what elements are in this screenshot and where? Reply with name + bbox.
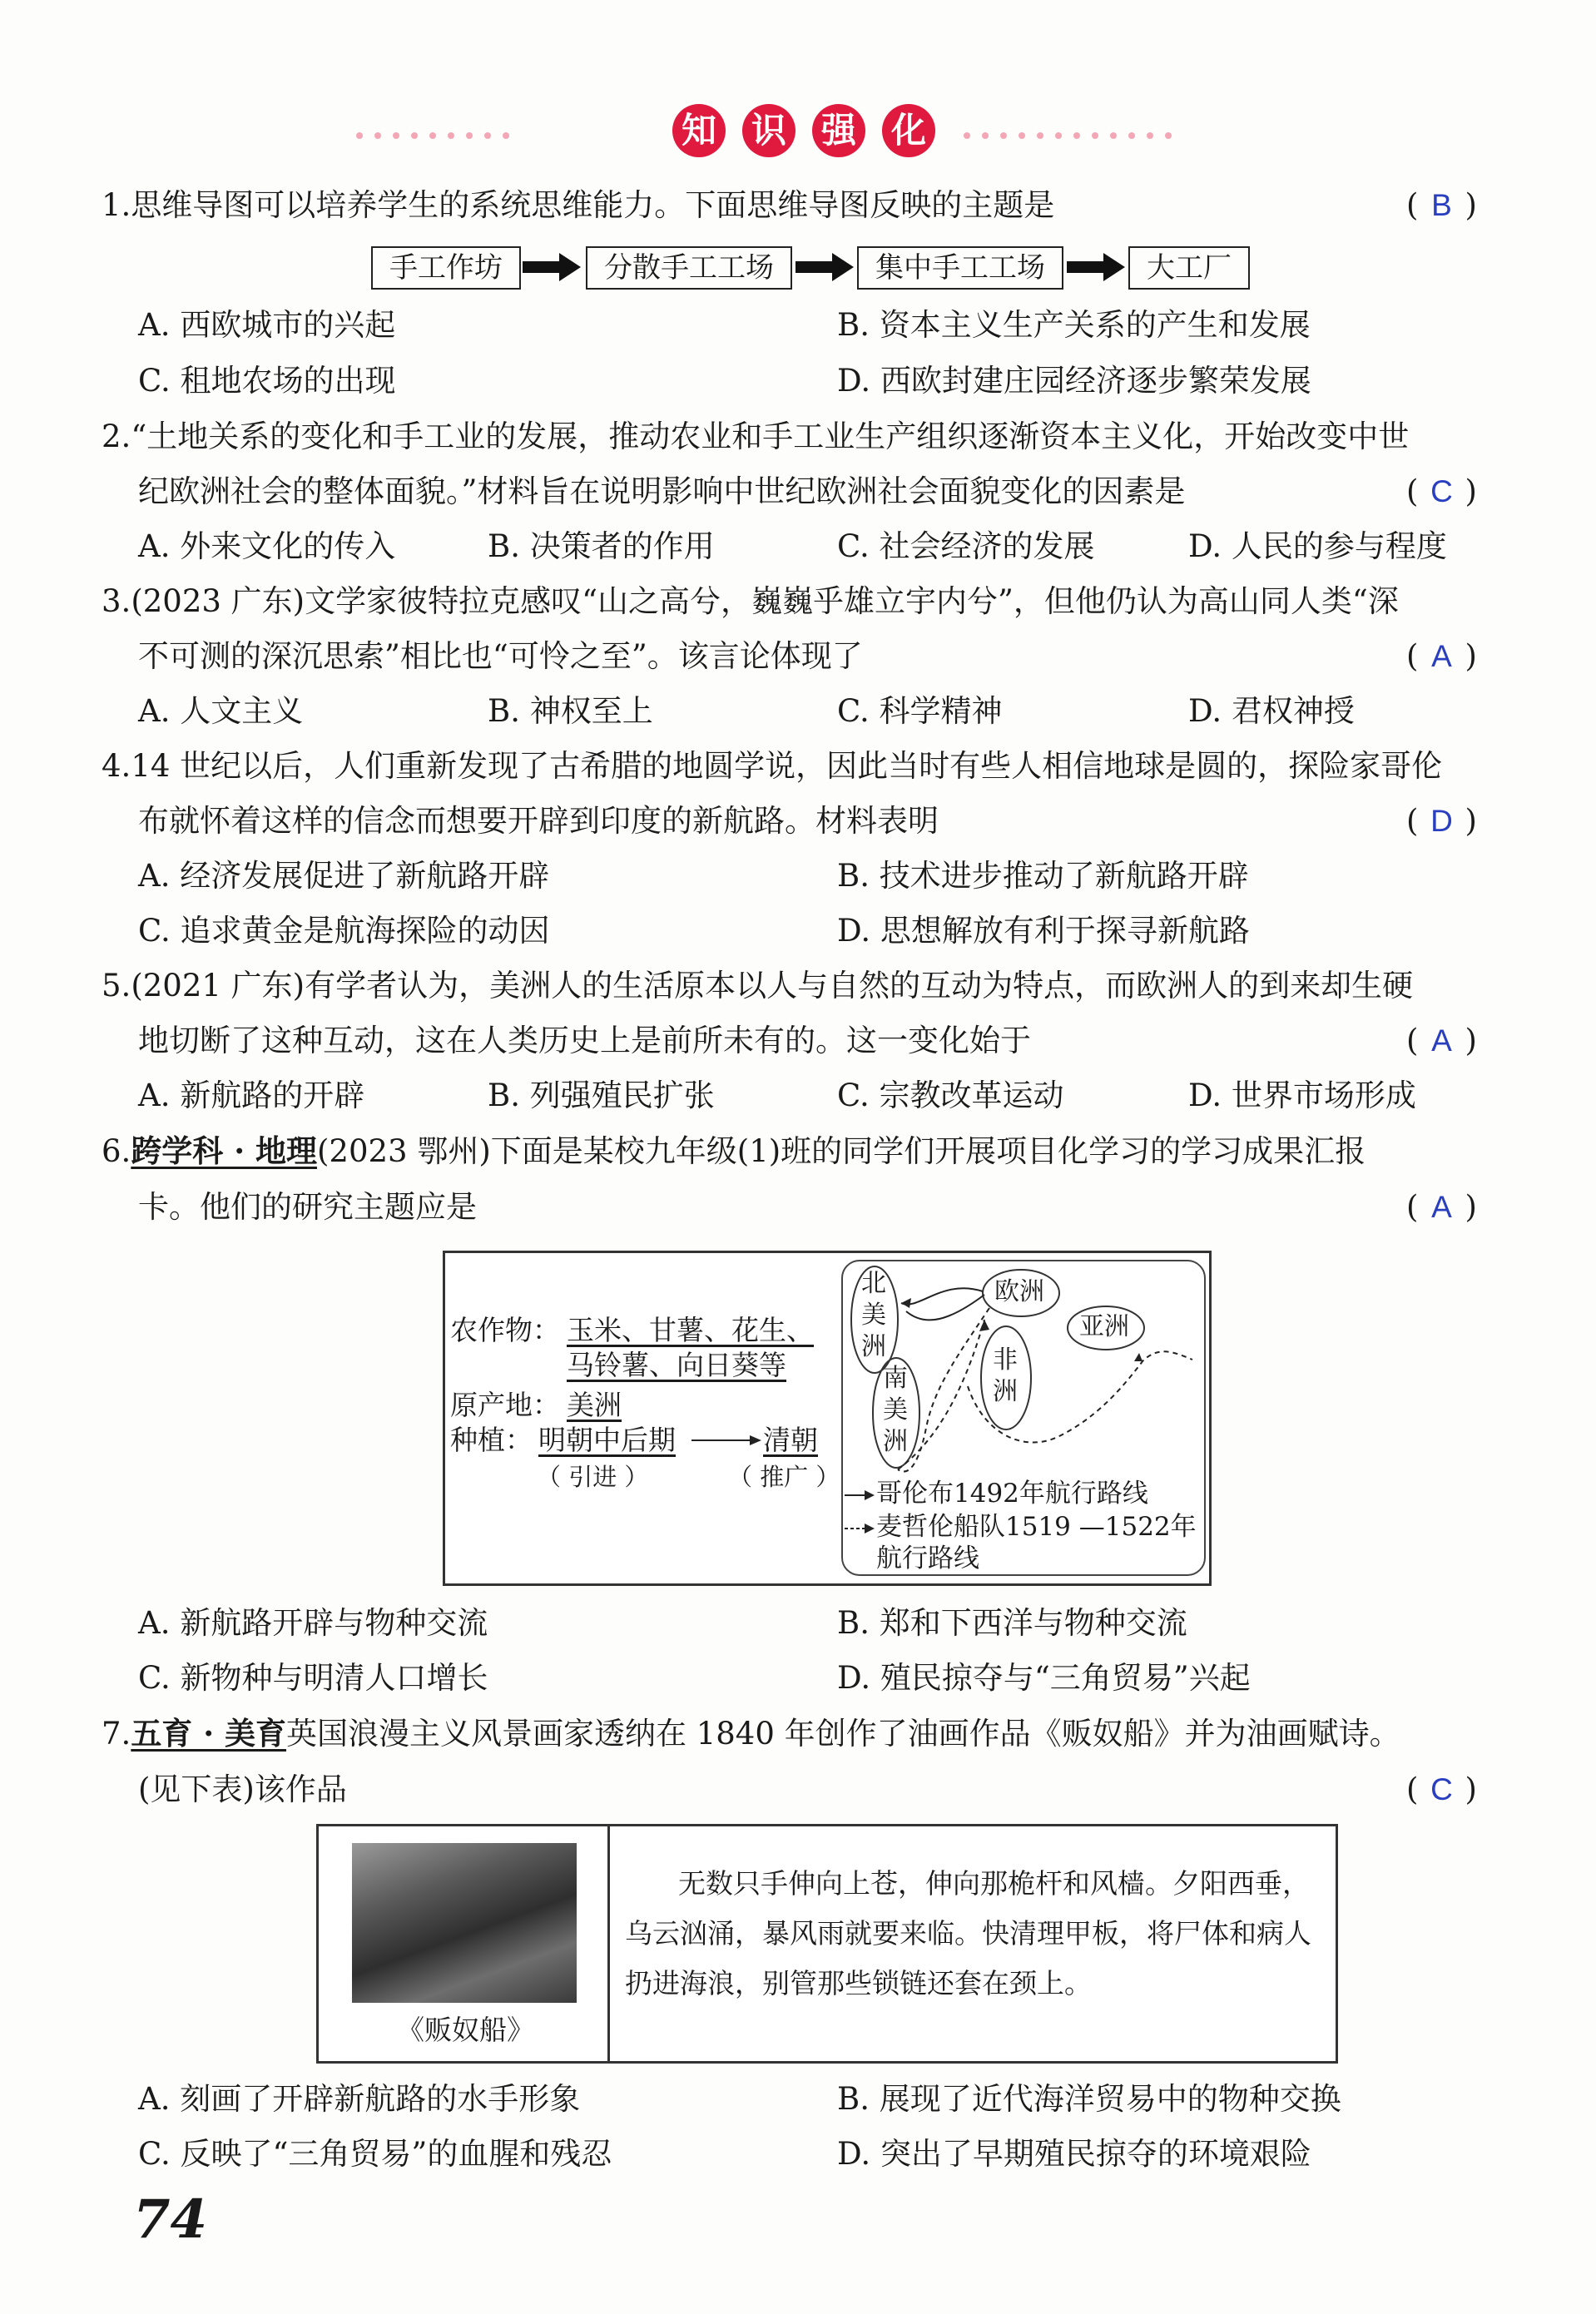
q5-line1: 5.(2021 广东)有学者认为，美洲人的生活原本以人与自然的互动为特点，而欧洲人的到来却生硬 <box>102 968 1414 1003</box>
q1-answer: ( B ) <box>1406 187 1477 223</box>
label-europe: 欧洲 <box>994 1277 1044 1306</box>
plant-label: 种植： <box>450 1424 533 1456</box>
q7-line2: (见下表)该作品 <box>138 1771 347 1807</box>
crops-line2: 马铃薯、向日葵等 <box>567 1349 786 1381</box>
q1-option-c: C. 租地农场的出现 <box>138 363 396 399</box>
legend-dashed-arrow-icon <box>845 1523 875 1534</box>
q7-artwork-table <box>316 1824 1338 2064</box>
poem-line-2: 乌云汹涌，暴风雨就要来临。快清理甲板，将尸体和病人 <box>625 1917 1311 1950</box>
q7-option-b: B. 展现了近代海洋贸易中的物种交换 <box>837 2081 1341 2117</box>
q6-option-a: A. 新航路开辟与物种交流 <box>138 1605 488 1641</box>
q7-answer: ( C ) <box>1406 1771 1477 1807</box>
legend-solid-arrow-icon <box>845 1489 875 1501</box>
promote-label: （ 推广 ） <box>728 1463 840 1491</box>
label-africa-2: 洲 <box>993 1377 1018 1406</box>
q4-line2: 布就怀着这样的信念而想要开辟到印度的新航路。材料表明 <box>138 803 939 839</box>
q1-option-a: A. 西欧城市的兴起 <box>138 307 396 343</box>
header-dots-right <box>964 126 1183 133</box>
crops-label: 农作物： <box>450 1314 560 1346</box>
q5-option-a: A. 新航路的开辟 <box>138 1078 365 1113</box>
q5-option-c: C. 宗教改革运动 <box>837 1078 1064 1113</box>
plant-from: 明朝中后期 <box>538 1424 676 1456</box>
q3-answer: ( A ) <box>1406 638 1477 674</box>
label-north-america-3: 洲 <box>861 1332 886 1361</box>
q2-option-b: B. 决策者的作用 <box>488 528 715 564</box>
q6-option-b: B. 郑和下西洋与物种交流 <box>837 1605 1187 1641</box>
route-map-panel <box>841 1260 1206 1576</box>
q5-option-b: B. 列强殖民扩张 <box>488 1078 715 1113</box>
flow-arrow-icon <box>1067 253 1125 281</box>
slave-ship-painting <box>352 1843 577 2003</box>
q6-report-card <box>443 1251 1212 1586</box>
q6-line1: 6.跨学科 · 地理(2023 鄂州)下面是某校九年级(1)班的同学们开展项目化学习的学习成果汇报 <box>102 1132 1366 1169</box>
header-badge-2: 识 <box>742 104 796 157</box>
q5-answer: ( A ) <box>1406 1023 1477 1058</box>
flow-arrow-icon <box>523 253 581 281</box>
crops-line1: 玉米、甘薯、花生、 <box>567 1314 814 1346</box>
q2-option-d: D. 人民的参与程度 <box>1188 528 1447 564</box>
poem-line-1: 无数只手伸向上苍，伸向那桅杆和风樯。夕阳西垂， <box>678 1867 1310 1900</box>
q2-line1: 2.“土地关系的变化和手工业的发展，推动农业和手工业生产组织逐渐资本主义化，开始改变中世 <box>102 419 1410 454</box>
flow-box-2: 分散手工工场 <box>586 246 792 290</box>
painting-caption: 《贩奴船》 <box>397 2014 534 2046</box>
q4-option-c: C. 追求黄金是航海探险的动因 <box>138 913 550 949</box>
origin-label: 原产地： <box>450 1389 560 1421</box>
q4-option-d: D. 思想解放有利于探寻新航路 <box>837 913 1250 949</box>
header-badge-4: 化 <box>882 104 935 157</box>
label-south-america-3: 洲 <box>883 1427 908 1456</box>
label-africa-1: 非 <box>993 1345 1018 1375</box>
plant-to: 清朝 <box>763 1424 818 1456</box>
q7-line1: 7.五育 · 美育英国浪漫主义风景画家透纳在 1840 年创作了油画作品《贩奴船》并为油画赋诗。 <box>102 1715 1400 1752</box>
label-north-america-2: 美 <box>861 1301 886 1330</box>
flow-box-4: 大工厂 <box>1128 246 1250 290</box>
q1-stem: 1.思维导图可以培养学生的系统思维能力。下面思维导图反映的主题是 <box>102 187 1055 223</box>
label-south-america-1: 南 <box>883 1364 908 1393</box>
q3-line2: 不可测的深沉思索”相比也“可怜之至”。该言论体现了 <box>138 638 863 674</box>
q5-line2: 地切断了这种互动，这在人类历史上是前所未有的。这一变化始于 <box>138 1023 1031 1058</box>
legend-route: 航行路线 <box>876 1543 979 1573</box>
label-south-america-2: 美 <box>883 1395 908 1425</box>
poem-line-3: 扔进海浪，别管那些锁链还套在颈上。 <box>625 1967 1092 1999</box>
header-dots-left <box>356 126 521 133</box>
q4-answer: ( D ) <box>1406 803 1477 839</box>
q3-option-d: D. 君权神授 <box>1188 693 1355 729</box>
q2-option-c: C. 社会经济的发展 <box>837 528 1095 564</box>
intro-label: （ 引进 ） <box>537 1463 649 1491</box>
header-badge-1: 知 <box>672 104 726 157</box>
q2-line2: 纪欧洲社会的整体面貌。”材料旨在说明影响中世纪欧洲社会面貌变化的因素是 <box>138 473 1186 509</box>
label-north-america-1: 北 <box>861 1269 886 1298</box>
q1-option-b: B. 资本主义生产关系的产生和发展 <box>837 307 1311 343</box>
header-badge-3: 强 <box>812 104 865 157</box>
q2-option-a: A. 外来文化的传入 <box>138 528 396 564</box>
origin-value: 美洲 <box>567 1389 622 1421</box>
q6-option-c: C. 新物种与明清人口增长 <box>138 1660 488 1696</box>
flow-arrow-icon <box>796 253 854 281</box>
q6-answer: ( A ) <box>1406 1189 1477 1225</box>
q7-option-d: D. 突出了早期殖民掠夺的环境艰险 <box>837 2136 1311 2172</box>
q3-option-c: C. 科学精神 <box>837 693 1003 729</box>
q3-option-b: B. 神权至上 <box>488 693 653 729</box>
table-divider <box>607 1826 610 2061</box>
q6-line2: 卡。他们的研究主题应是 <box>138 1189 477 1225</box>
q6-option-d: D. 殖民掠夺与“三角贸易”兴起 <box>837 1660 1251 1696</box>
q3-line1: 3.(2023 广东)文学家彼特拉克感叹“山之高兮，巍巍乎雄立宇内兮”，但他仍认为高山同人类“深 <box>102 583 1399 619</box>
legend-columbus: 哥伦布1492年航行路线 <box>876 1479 1148 1509</box>
q7-option-a: A. 刻画了开辟新航路的水手形象 <box>138 2081 581 2117</box>
q1-option-d: D. 西欧封建庄园经济逐步繁荣发展 <box>837 363 1311 399</box>
page-number: 74 <box>133 2188 208 2251</box>
timeline-arrow-icon <box>691 1434 761 1446</box>
q2-answer: ( C ) <box>1406 473 1477 509</box>
q5-option-d: D. 世界市场形成 <box>1188 1078 1416 1113</box>
flow-box-3: 集中手工工场 <box>857 246 1063 290</box>
q4-option-a: A. 经济发展促进了新航路开辟 <box>138 858 550 894</box>
flow-box-1: 手工作坊 <box>371 246 521 290</box>
q4-option-b: B. 技术进步推动了新航路开辟 <box>837 858 1249 894</box>
q3-option-a: A. 人文主义 <box>138 693 304 729</box>
label-asia: 亚洲 <box>1079 1312 1129 1341</box>
q7-option-c: C. 反映了“三角贸易”的血腥和残忍 <box>138 2136 612 2172</box>
q4-line1: 4.14 世纪以后，人们重新发现了古希腊的地圆学说，因此当时有些人相信地球是圆的，探险家哥伦 <box>102 748 1443 784</box>
legend-magellan: 麦哲伦船队1519 —1522年 <box>876 1512 1197 1542</box>
